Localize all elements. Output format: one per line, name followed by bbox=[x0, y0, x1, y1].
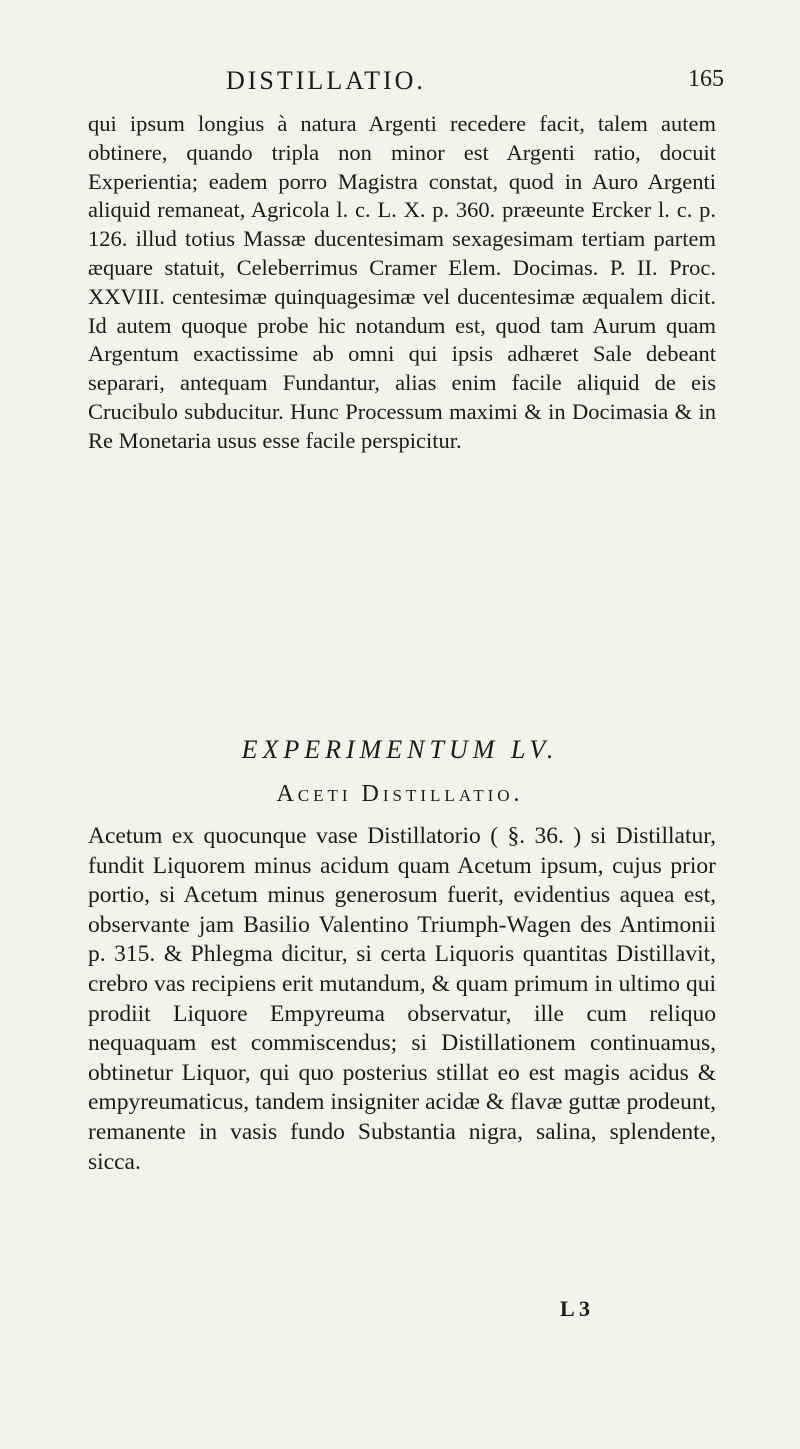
running-title: DISTILLATIO. bbox=[226, 66, 426, 95]
signature-mark: L 3 bbox=[560, 1296, 590, 1321]
section-title: Aceti Distillatio. bbox=[276, 781, 524, 807]
paragraph-continuation: qui ipsum longius à natura Argenti recedere facit, talem autem obtinere, quando tripla non minor est Argenti ratio, docuit Experientia; eadem porro Magistra constat, quod in Auro Argenti aliquid remaneat, Agricola l. c. L. X. p. 360. præeunte Ercker l. c. p. 126. illud totius Massæ ducentesimam sexagesimam tertiam partem æquare statuit, Celeberrimus Cramer Elem. Docimas. P. II. Proc. XXVIII. centesimæ quinquagesimæ vel ducentesimæ æqualem dicit. Id autem quoque probe hic notandum est, quod tam Aurum quam Argentum exactissime ab omni qui ipsis adhæret Sale debeant separari, antequam Fundantur, alias enim facile aliquid de eis Crucibulo subducitur. Hunc Processum maximi & in Docimasia & in Re Monetaria usus esse facile perspicitur. bbox=[88, 111, 716, 453]
running-head bbox=[0, 62, 800, 102]
page-number: 165 bbox=[688, 66, 724, 92]
experiment-heading: EXPERIMENTUM LV. bbox=[241, 735, 559, 764]
paragraph-experiment: Acetum ex quocunque vase Distillatorio ( §. 36. ) si Distillatur, fundit Liquorem minus acidum quam Acetum ipsum, cujus prior portio, si Acetum minus generosum fuerit, evidentius aquea est, observante jam Basilio Valentino Triumph-Wagen des Antimonii p. 315. & Phlegma dicitur, si certa Liquoris quantitas Distillavit, crebro vas recipiens erit mutandum, & quam primum in ultimo qui prodiit Liquore Empyreuma observatur, ille cum reliquo nequaquam est commiscendus; si Distillationem continuamus, obtinetur Liquor, qui quo posterius stillat eo est magis acidus & empyreumaticus, tandem insigniter acidæ & flavæ guttæ prodeunt, remanente in vasis fundo Substantia nigra, salina, splendente, sicca. bbox=[88, 823, 716, 1175]
